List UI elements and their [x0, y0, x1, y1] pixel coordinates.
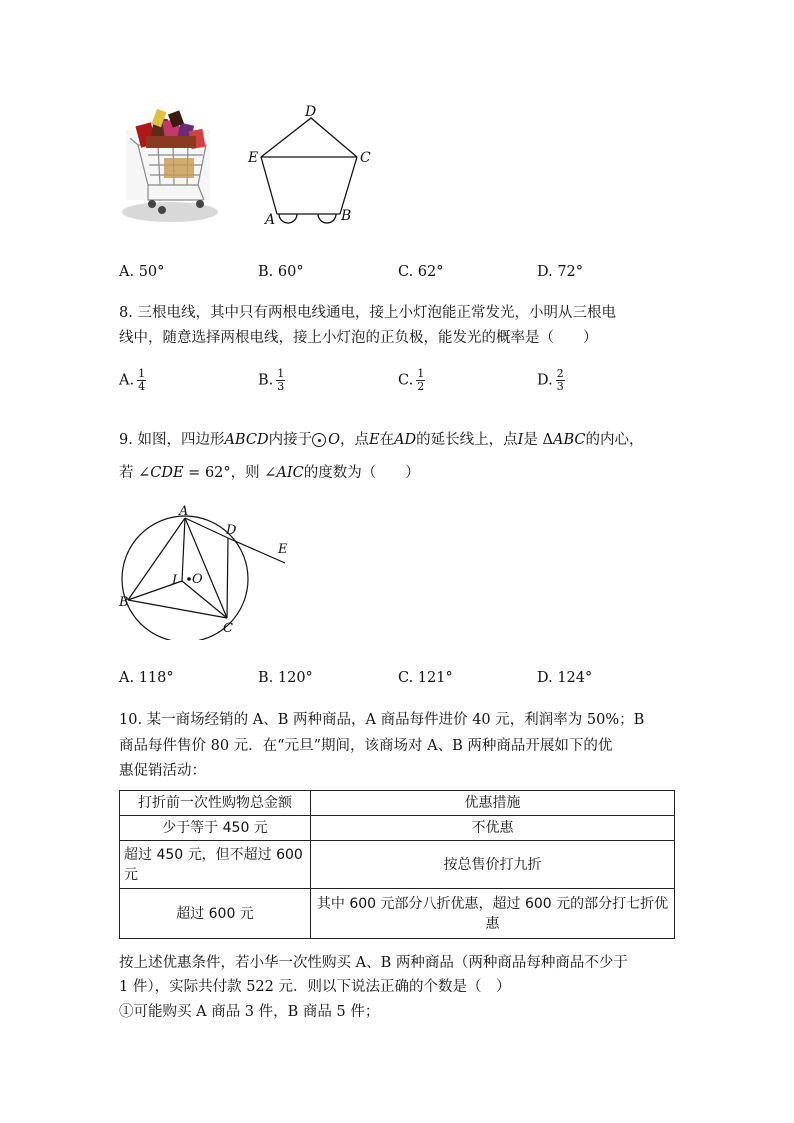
label-D: D	[305, 104, 317, 120]
pentagon-figure	[240, 100, 380, 230]
q10-after-1: 按上述优惠条件，若小华一次性购买 A、B 两种商品（两种商品每种商品不少于	[119, 955, 628, 971]
label-A: A	[265, 212, 276, 228]
label-C: C	[223, 621, 233, 636]
q10-after-2: 1 件），实际共付款 522 元．则以下说法正确的个数是（ ）	[119, 979, 511, 995]
table-header-row	[120, 791, 675, 816]
q7-option-a: A. 50°	[119, 264, 165, 280]
q8-option-d: D. $\frac{2}{3}$	[537, 367, 564, 393]
label-A: A	[179, 505, 189, 519]
label-B: B	[341, 208, 352, 224]
table-cell: 不优惠	[311, 816, 675, 841]
q8-line-2: 线中，随意选择两根电线，接上小灯泡的正负极，能发光的概率是（ ）	[119, 330, 598, 346]
q8-option-b: B. $\frac{1}{3}$	[258, 367, 285, 393]
q10-after-3: ①可能购买 A 商品 3 件，B 商品 5 件；	[119, 1004, 380, 1020]
q10-line-2: 商品每件售价 80 元．在“元旦”期间，该商场对 A、B 两种商品开展如下的优	[119, 738, 613, 754]
table-header: 优惠措施	[311, 791, 675, 816]
label-E: E	[278, 542, 288, 557]
q9-line-1: 9. 如图，四边形ABCD内接于 O，点E在AD的延长线上，点I是 ΔABC的内心，	[119, 432, 644, 448]
label-I: I	[172, 573, 178, 588]
promotion-table	[119, 790, 675, 939]
table-cell: 少于等于 450 元	[120, 816, 311, 841]
q7-option-b: B. 60°	[258, 264, 304, 280]
q10-line-1: 10. 某一商场经销的 A、B 两种商品，A 商品每件进价 40 元，利润率为 50%；B	[119, 712, 645, 728]
label-O: O	[192, 572, 203, 587]
table-header: 打折前一次性购物总金额	[120, 791, 311, 816]
label-D: D	[226, 523, 237, 538]
q9-option-b: B. 120°	[258, 670, 313, 686]
table-cell: 超过 600 元	[120, 889, 311, 939]
table-cell: 其中 600 元部分八折优惠，超过 600 元的部分打七折优惠	[311, 889, 675, 939]
q7-option-d: D. 72°	[537, 264, 584, 280]
circle-symbol-icon	[312, 433, 326, 447]
table-row	[120, 816, 675, 841]
q9-line-2: 若 ∠CDE = 62°，则 ∠AIC的度数为（ ）	[119, 465, 420, 481]
q9-option-c: C. 121°	[398, 670, 453, 686]
q8-option-c: C. $\frac{1}{2}$	[398, 367, 425, 393]
circle-quadrilateral-figure	[110, 505, 300, 640]
label-B: B	[119, 595, 129, 610]
q10-line-3: 惠促销活动：	[119, 763, 206, 779]
q7-option-c: C. 62°	[398, 264, 444, 280]
table-cell: 按总售价打九折	[311, 841, 675, 889]
table-cell: 超过 450 元，但不超过 600 元	[120, 841, 311, 889]
table-row	[120, 889, 675, 939]
label-E: E	[248, 150, 259, 166]
q9-option-d: D. 124°	[537, 670, 593, 686]
q9-option-a: A. 118°	[119, 670, 174, 686]
label-C: C	[360, 150, 371, 166]
q8-option-a: A. $\frac{1}{4}$	[119, 367, 146, 393]
shopping-cart-image	[118, 100, 218, 225]
table-row	[120, 841, 675, 889]
q8-line-1: 8. 三根电线，其中只有两根电线通电，接上小灯泡能正常发光，小明从三根电	[119, 305, 616, 321]
